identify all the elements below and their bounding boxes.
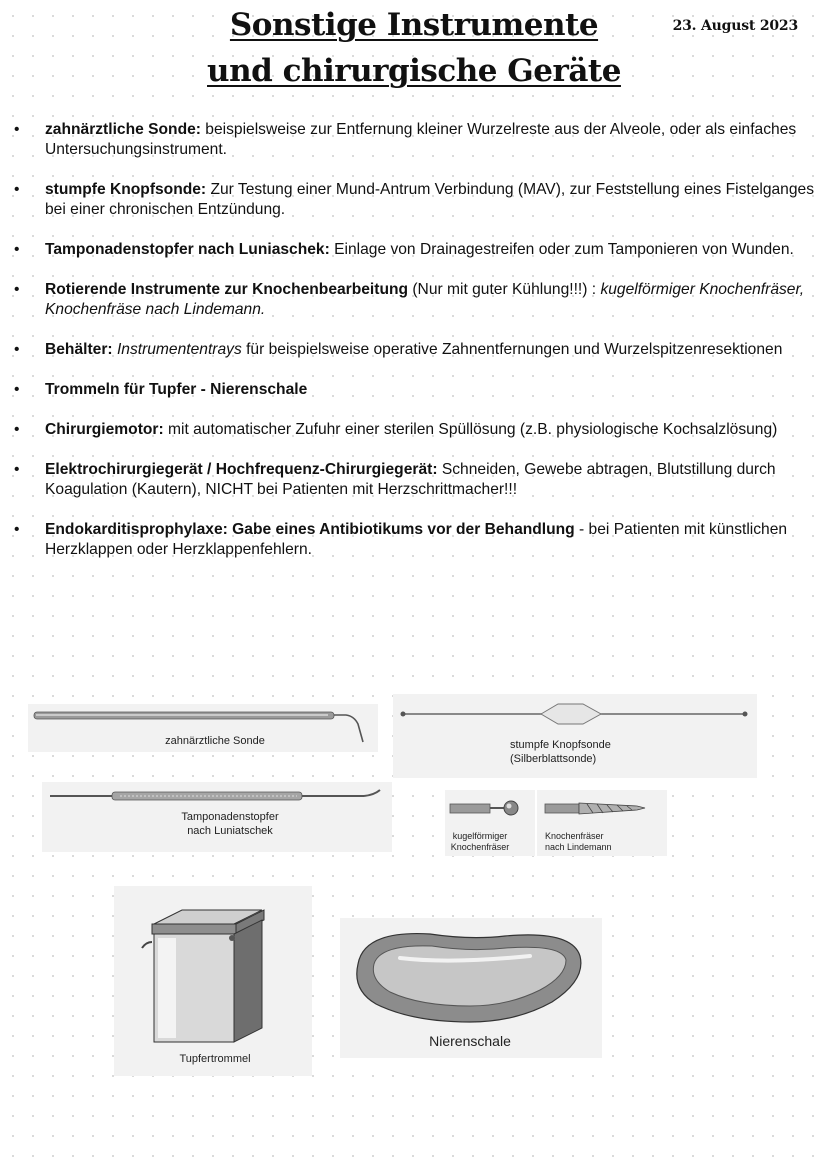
item-text: Zur Testung einer Mund-Antrum Verbindung (MAV), zur Feststellung eines Fistelganges bei einer chronischen Entzündung. xyxy=(45,181,814,218)
caption-nierenschale: Nierenschale xyxy=(429,1033,511,1049)
item-italic: Instrumententrays xyxy=(116,341,242,358)
list-item xyxy=(0,520,828,560)
title-line-1: Sonstige Instrumente xyxy=(229,7,599,43)
caption-sonde: zahnärztliche Sonde xyxy=(165,735,265,747)
bullet-icon: • xyxy=(14,341,20,358)
item-term: Trommeln für Tupfer - Nierenschale xyxy=(45,381,308,398)
caption-tamponaden-line2: nach Luniatschek xyxy=(187,825,273,837)
item-term: Endokarditisprophylaxe: Gabe eines Antibiotikums vor der Behandlung xyxy=(45,521,575,538)
bullet-icon: • xyxy=(14,521,20,538)
bullet-icon: • xyxy=(14,421,20,438)
caption-kugelfraeser xyxy=(440,831,520,853)
item-text: mit automatischer Zufuhr einer sterilen Spüllösung (z.B. physiologische Kochsalzlösung) xyxy=(163,421,778,438)
item-text: (Nur mit guter Kühlung!!!) : xyxy=(408,281,601,298)
bullet-icon: • xyxy=(14,461,20,478)
list-item xyxy=(0,460,828,500)
figure-tupfertrommel xyxy=(114,886,312,1076)
item-term: zahnärztliche Sonde: xyxy=(45,121,201,138)
caption-lindemann-line2: nach Lindemann xyxy=(545,842,612,852)
caption-tupfertrommel: Tupfertrommel xyxy=(179,1053,251,1065)
item-term: Behälter: xyxy=(45,341,113,358)
bullet-list xyxy=(0,120,828,580)
tupfertrommel-illustration xyxy=(114,886,312,1076)
bullet-icon: • xyxy=(14,181,20,198)
bullet-icon: • xyxy=(14,281,20,298)
item-term: Tamponadenstopfer nach Luniaschek: xyxy=(45,241,330,258)
item-text: - bei Patienten mit künstlichen Herzklappen oder Herzklappenfehlern. xyxy=(45,521,788,558)
caption-tamponadenstopfer xyxy=(150,810,310,838)
item-italic: kugelförmiger Knochenfräser, Knochenfräse nach Lindemann. xyxy=(45,281,805,318)
title-line-2: und chirurgische Geräte xyxy=(207,53,621,89)
item-term: stumpfe Knopfsonde: xyxy=(45,181,207,198)
caption-knopfsonde-line2: (Silberblattsonde) xyxy=(510,753,597,765)
item-text: Einlage von Drainagestreifen oder zum Tamponieren von Wunden. xyxy=(329,241,794,258)
caption-lindemann-line1: Knochenfräser xyxy=(545,831,604,841)
caption-lindemann xyxy=(545,831,625,853)
caption-knopfsonde-line1: stumpfe Knopfsonde xyxy=(510,739,611,751)
list-item xyxy=(0,180,828,220)
item-term: Elektrochirurgiegerät / Hochfrequenz-Chirurgiegerät: xyxy=(45,461,438,478)
list-item xyxy=(0,120,828,160)
item-text: Schneiden, Gewebe abtragen, Blutstillung durch Koagulation (Kautern), NICHT bei Patienten mit Herzschrittmacher!!! xyxy=(45,461,776,498)
list-item xyxy=(0,240,828,260)
list-item xyxy=(0,380,828,400)
list-item xyxy=(0,420,828,440)
bullet-icon: • xyxy=(14,381,20,398)
item-term: Rotierende Instrumente zur Knochenbearbeitung xyxy=(45,281,409,298)
date: 23. August 2023 xyxy=(672,18,798,34)
caption-tamponaden-line1: Tamponadenstopfer xyxy=(181,811,279,823)
caption-knopfsonde xyxy=(510,738,670,766)
caption-kugel-line1: kugelförmiger xyxy=(452,831,508,841)
bullet-icon: • xyxy=(14,121,20,138)
caption-kugel-line2: Knochenfräser xyxy=(450,842,510,852)
item-text: für beispielsweise operative Zahnentfernungen und Wurzelspitzenresektionen xyxy=(241,341,783,358)
page-title xyxy=(0,2,828,94)
list-item xyxy=(0,280,828,320)
bullet-icon: • xyxy=(14,241,20,258)
item-term: Chirurgiemotor: xyxy=(45,421,164,438)
item-text: beispielsweise zur Entfernung kleiner Wurzelreste aus der Alveole, oder als einfaches Untersuchungsinstrument. xyxy=(45,121,797,158)
list-item xyxy=(0,340,828,360)
